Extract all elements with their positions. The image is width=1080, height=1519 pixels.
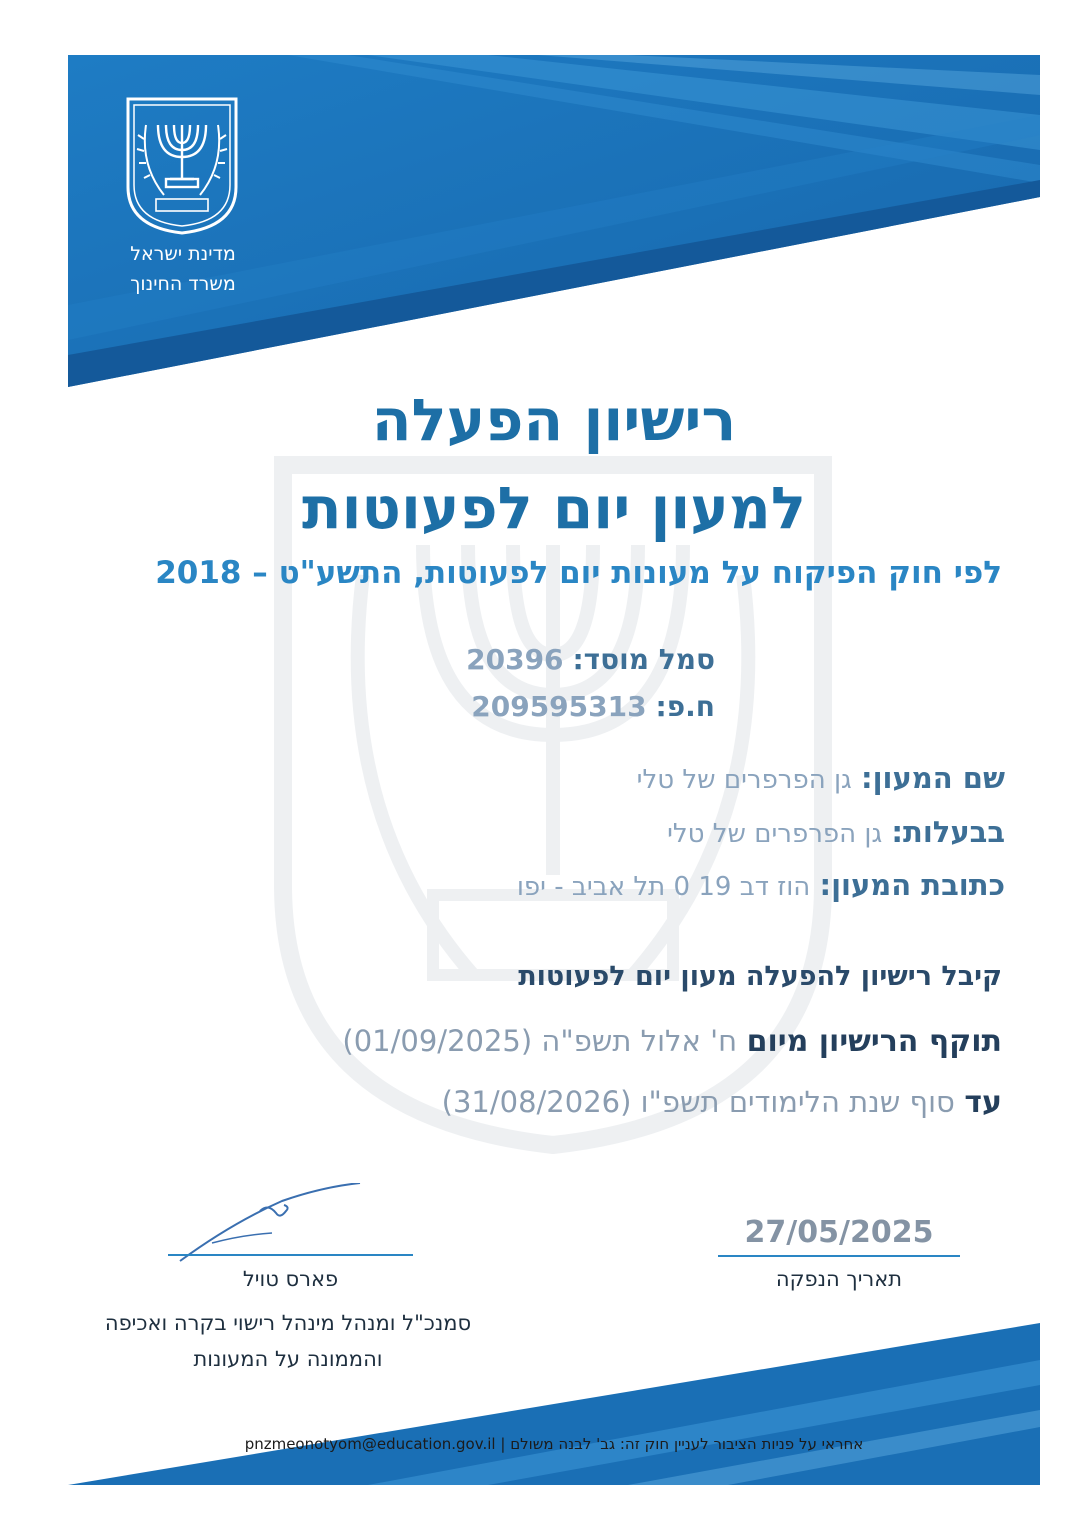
- daycare-name-label: שם המעון:: [860, 761, 1005, 795]
- owner-label: בבעלות:: [891, 815, 1005, 849]
- org-line-ministry: משרד החינוך: [130, 273, 236, 295]
- daycare-name-value: גן הפרפרים של טלי: [636, 765, 852, 795]
- issue-date-value: 27/05/2025: [744, 1215, 934, 1250]
- menorah-emblem-icon: [124, 95, 240, 235]
- license-subtitle-law: לפי חוק הפיקוח על מעונות יום לפעוטות, התשע"ט – 2018: [155, 555, 1002, 591]
- daycare-name-row: [637, 761, 1005, 795]
- institution-code-row: [466, 643, 715, 676]
- footer-contact: [68, 1435, 1040, 1453]
- validity-start-value: ח' אלול תשפ"ה (01/09/2025): [342, 1024, 738, 1058]
- owner-value: גן הפרפרים של טלי: [667, 819, 883, 849]
- license-received-text: קיבל רישיון להפעלה מעון יום לפעוטות: [518, 961, 1002, 992]
- company-number-label: ח.פ:: [655, 690, 715, 723]
- signer-title-line2: והממונה על המעונות: [193, 1347, 383, 1371]
- address-row: [517, 868, 1005, 902]
- institution-code-value: 20396: [466, 643, 564, 676]
- footer-responsible-text: אחראי על פניות הציבור לעניין חוק זה: גב' לבנה משולם: [510, 1435, 864, 1453]
- signature-line: [168, 1254, 413, 1256]
- institution-code-label: סמל מוסד:: [572, 643, 715, 676]
- license-title-line2: למעון יום לפעוטות: [302, 474, 806, 542]
- validity-start-row: [342, 1024, 1002, 1059]
- address-value: הוז דב 19 0 תל אביב - יפו: [516, 872, 811, 902]
- org-line-state: מדינת ישראל: [130, 243, 236, 265]
- validity-start-label: תוקף הרישיון מיום: [746, 1024, 1002, 1059]
- company-number-value: 209595313: [471, 690, 647, 723]
- license-title: רישיון הפעלה: [371, 386, 737, 454]
- validity-end-value: סוף שנת הלימודים תשפ"ו (31/08/2026): [441, 1085, 955, 1119]
- owner-row: [667, 815, 1005, 849]
- validity-end-row: [442, 1085, 1002, 1120]
- issue-date-label: תאריך הנפקה: [775, 1267, 903, 1291]
- signer-title-line1: סמנכ"ל ומנהל מינהל רישוי בקרה ואכיפה: [104, 1311, 472, 1335]
- address-label: כתובת המעון:: [819, 868, 1005, 902]
- signature-image: [172, 1183, 372, 1263]
- footer-separator: |: [500, 1435, 506, 1453]
- signer-name: פארס טויל: [242, 1267, 339, 1291]
- signer-title: [68, 1305, 538, 1377]
- license-certificate: [68, 55, 1040, 1485]
- ministry-name: [108, 239, 258, 299]
- validity-end-label: עד: [964, 1085, 1002, 1120]
- company-number-row: [471, 690, 715, 723]
- issue-date-line: [718, 1255, 960, 1257]
- footer-email: pnzmeonotyom@education.gov.il: [244, 1435, 496, 1453]
